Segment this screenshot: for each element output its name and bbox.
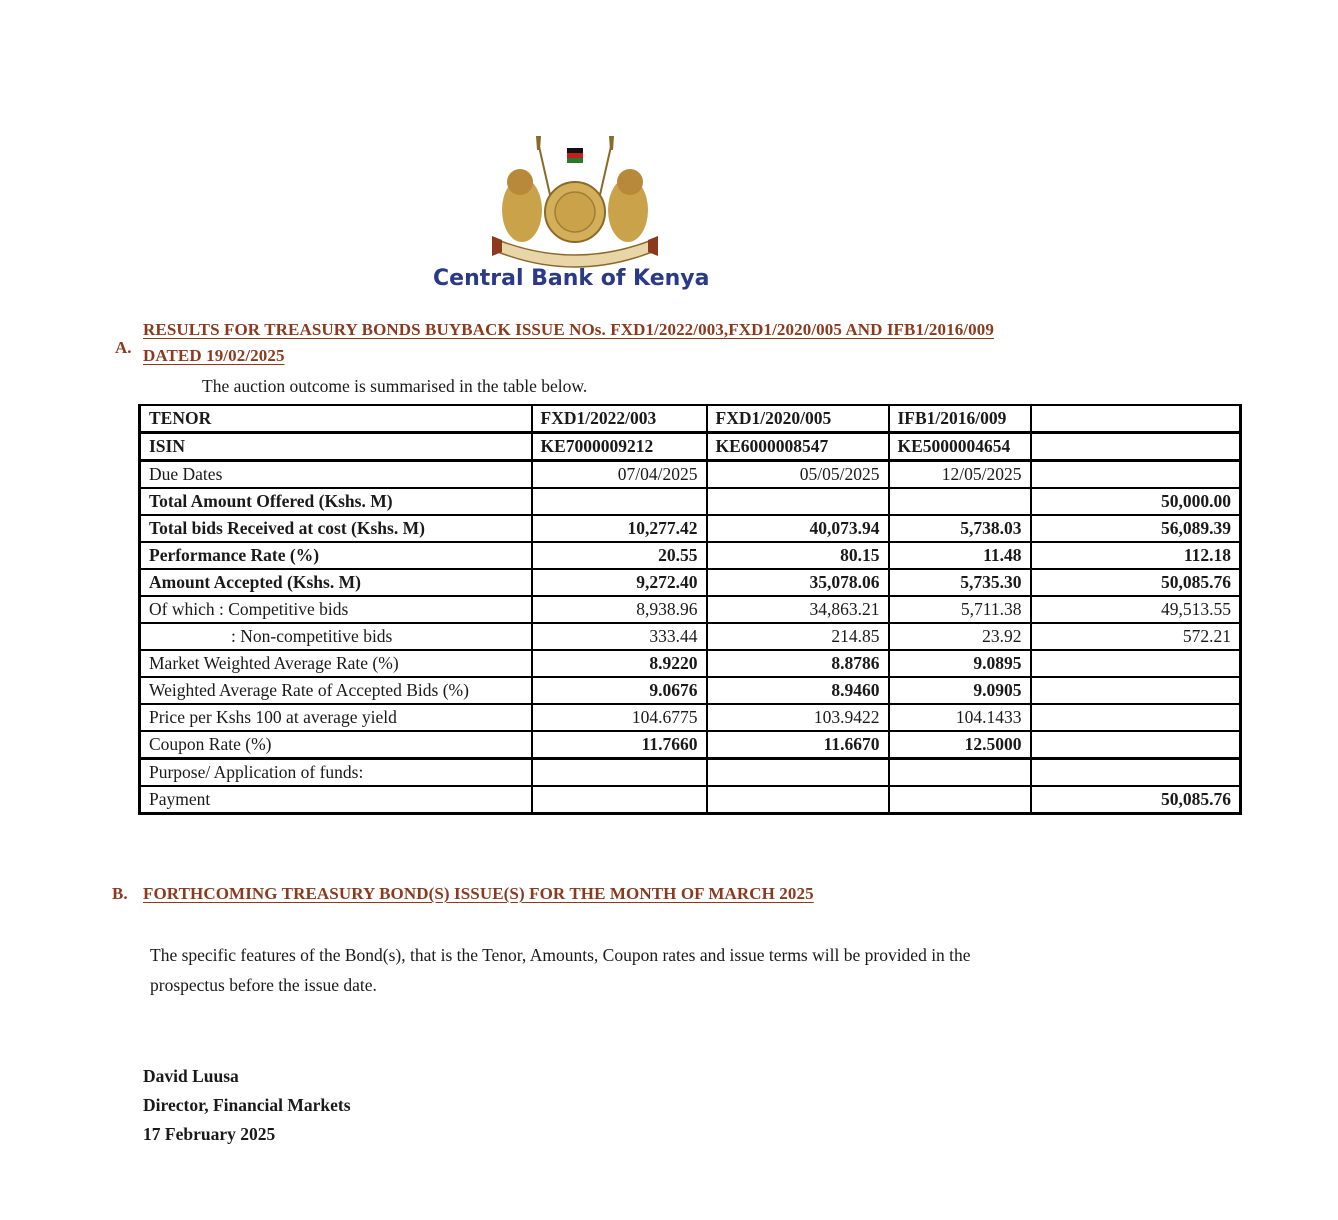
signature-date: 17 February 2025 xyxy=(143,1124,276,1144)
section-b-letter: B. xyxy=(112,884,128,903)
table-cell: 8.9220 xyxy=(532,650,707,677)
table-cell xyxy=(1031,677,1241,704)
section-a-title-line2: DATED 19/02/2025 xyxy=(143,346,285,365)
table-cell: 07/04/2025 xyxy=(532,461,707,489)
row-label-performance-rate: Performance Rate (%) xyxy=(140,542,532,569)
section-b-title: FORTHCOMING TREASURY BOND(S) ISSUE(S) FOR THE MONTH OF MARCH 2025 xyxy=(143,884,814,903)
table-cell: 23.92 xyxy=(889,623,1031,650)
table-cell: 104.6775 xyxy=(532,704,707,731)
cbk-coat-of-arms-icon xyxy=(480,132,670,272)
table-cell xyxy=(707,488,889,515)
table-cell xyxy=(1031,461,1241,489)
signatory-name: David Luusa xyxy=(143,1066,239,1086)
section-a-title-line1: RESULTS FOR TREASURY BONDS BUYBACK ISSUE NOs. FXD1/2022/003,FXD1/2020/005 AND IFB1/2016/009 xyxy=(143,320,994,339)
table-cell: 05/05/2025 xyxy=(707,461,889,489)
table-cell: 9.0676 xyxy=(532,677,707,704)
table-cell: KE6000008547 xyxy=(707,433,889,461)
table-cell: 214.85 xyxy=(707,623,889,650)
table-cell xyxy=(1031,704,1241,731)
row-label-total-bids: Total bids Received at cost (Kshs. M) xyxy=(140,515,532,542)
column-header: IFB1/2016/009 xyxy=(889,405,1031,433)
table-cell: 572.21 xyxy=(1031,623,1241,650)
table-row xyxy=(140,704,1241,731)
table-row xyxy=(140,461,1241,489)
row-label-coupon-rate: Coupon Rate (%) xyxy=(140,731,532,759)
table-cell: 11.6670 xyxy=(707,731,889,759)
table-cell: 10,277.42 xyxy=(532,515,707,542)
section-a-letter: A. xyxy=(115,338,132,357)
table-cell xyxy=(532,786,707,814)
table-cell xyxy=(1031,650,1241,677)
row-label-total-offered: Total Amount Offered (Kshs. M) xyxy=(140,488,532,515)
row-label-price-per-100: Price per Kshs 100 at average yield xyxy=(140,704,532,731)
table-cell xyxy=(707,759,889,787)
table-cell xyxy=(532,759,707,787)
table-row xyxy=(140,759,1241,787)
section-b-body xyxy=(150,940,1130,1000)
table-cell: 9.0905 xyxy=(889,677,1031,704)
row-label-weighted-accepted-rate: Weighted Average Rate of Accepted Bids (%) xyxy=(140,677,532,704)
table-cell: 9,272.40 xyxy=(532,569,707,596)
table-row xyxy=(140,731,1241,759)
table-cell: KE5000004654 xyxy=(889,433,1031,461)
bank-name: Central Bank of Kenya xyxy=(433,266,710,291)
table-row xyxy=(140,569,1241,596)
table-cell: 9.0895 xyxy=(889,650,1031,677)
table-cell: 5,711.38 xyxy=(889,596,1031,623)
table-row xyxy=(140,515,1241,542)
row-label-tenor: TENOR xyxy=(140,405,532,433)
row-label-competitive-bids: Of which : Competitive bids xyxy=(140,596,532,623)
table-cell: 103.9422 xyxy=(707,704,889,731)
section-b-line1: The specific features of the Bond(s), that is the Tenor, Amounts, Coupon rates and issue terms will be provided in the xyxy=(150,945,971,965)
table-cell: 40,073.94 xyxy=(707,515,889,542)
column-header: FXD1/2020/005 xyxy=(707,405,889,433)
table-row xyxy=(140,786,1241,814)
table-cell: 12.5000 xyxy=(889,731,1031,759)
table-row xyxy=(140,542,1241,569)
table-cell: 50,085.76 xyxy=(1031,569,1241,596)
table-row xyxy=(140,623,1241,650)
table-cell: 8,938.96 xyxy=(532,596,707,623)
table-cell xyxy=(1031,759,1241,787)
row-label-isin: ISIN xyxy=(140,433,532,461)
table-row xyxy=(140,433,1241,461)
column-header: FXD1/2022/003 xyxy=(532,405,707,433)
table-row xyxy=(140,596,1241,623)
table-cell: 12/05/2025 xyxy=(889,461,1031,489)
section-b-line2: prospectus before the issue date. xyxy=(150,975,377,995)
row-label-non-competitive-bids: : Non-competitive bids xyxy=(140,623,532,650)
table-cell xyxy=(532,488,707,515)
table-cell: 56,089.39 xyxy=(1031,515,1241,542)
table-cell: 104.1433 xyxy=(889,704,1031,731)
table-cell: 34,863.21 xyxy=(707,596,889,623)
table-row xyxy=(140,405,1241,433)
table-row xyxy=(140,677,1241,704)
signature-block xyxy=(143,1062,351,1149)
table-cell: 11.7660 xyxy=(532,731,707,759)
row-label-amount-accepted: Amount Accepted (Kshs. M) xyxy=(140,569,532,596)
table-cell: 20.55 xyxy=(532,542,707,569)
row-label-purpose: Purpose/ Application of funds: xyxy=(140,759,532,787)
results-table xyxy=(138,404,1242,815)
table-cell xyxy=(889,786,1031,814)
table-cell: 11.48 xyxy=(889,542,1031,569)
table-cell: 8.8786 xyxy=(707,650,889,677)
table-cell: 49,513.55 xyxy=(1031,596,1241,623)
signatory-title: Director, Financial Markets xyxy=(143,1095,351,1115)
row-label-due-dates: Due Dates xyxy=(140,461,532,489)
row-label-market-weighted-rate: Market Weighted Average Rate (%) xyxy=(140,650,532,677)
table-row xyxy=(140,650,1241,677)
table-cell: 8.9460 xyxy=(707,677,889,704)
table-cell: KE7000009212 xyxy=(532,433,707,461)
table-cell: 5,738.03 xyxy=(889,515,1031,542)
table-intro: The auction outcome is summarised in the table below. xyxy=(202,376,588,396)
table-cell: 35,078.06 xyxy=(707,569,889,596)
table-cell: 80.15 xyxy=(707,542,889,569)
table-cell: 112.18 xyxy=(1031,542,1241,569)
table-cell xyxy=(1031,433,1241,461)
table-row xyxy=(140,488,1241,515)
table-cell: 333.44 xyxy=(532,623,707,650)
table-cell xyxy=(889,759,1031,787)
row-label-payment: Payment xyxy=(140,786,532,814)
table-cell xyxy=(1031,731,1241,759)
column-header xyxy=(1031,405,1241,433)
table-cell xyxy=(889,488,1031,515)
table-cell xyxy=(707,786,889,814)
table-cell: 50,085.76 xyxy=(1031,786,1241,814)
table-cell: 50,000.00 xyxy=(1031,488,1241,515)
table-cell: 5,735.30 xyxy=(889,569,1031,596)
